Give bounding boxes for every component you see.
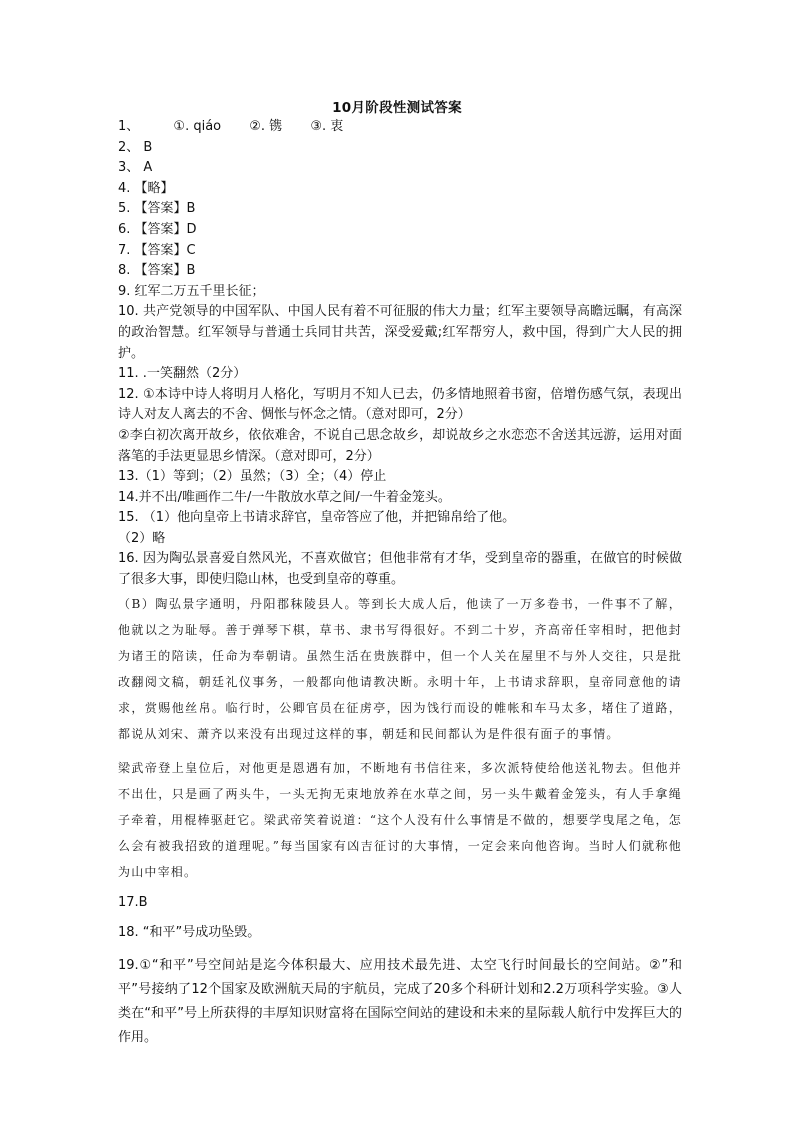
answer-18: 18. “和平”号成功坠毁。	[118, 925, 261, 941]
page-title: 10月阶段性测试答案	[332, 100, 462, 116]
translation-paragraph-2: 梁武帝登上皇位后，对他更是恩遇有加，不断地有书信往来，多次派特使给他送礼物去。但他并不出仕，只是画了两头牛，一头无拘无束地放养在水草之间，另一头牛戴着金笼头，有人手拿绳子牵着，用棍棒驱赶它。梁武帝笑着说道：“这个人没有什么事情是不做的，想要学曳尾之龟，怎么会有被我招致的道理呢。”每当国家有凶吉征讨的大事情，一定会来向他咨询。当时人们就称他为山中宰相。	[118, 760, 682, 879]
answer-14: 14.并不出/唯画作二牛/一牛散放水草之间/一牛着金笼头。	[118, 489, 451, 505]
answer-15-part-2: （2）略	[118, 530, 166, 546]
answer-4: 4. 【略】	[118, 180, 174, 196]
answer-12-part-1: 12. ①本诗中诗人将明月人格化，写明月不知人已去，仍多情地照着书窗，倍增伤感气氛，表现出诗人对友人离去的不舍、惆怅与怀念之情。（意对即可，2分）	[118, 386, 682, 423]
answer-19: 19.①“和平”号空间站是迄今体积最大、应用技术最先进、太空飞行时间最长的空间站。②”和平”号接纳了12个国家及欧洲航天局的宇航员，完成了20多个科研计划和2.2万项科学实验。③人类在“和平”号上所获得的丰厚知识财富将在国际空间站的建设和未来的星际载人航行中发挥巨大的作用。	[118, 957, 682, 1045]
answer-1	[118, 117, 682, 138]
answer-10: 10. 共产党领导的中国军队、中国人民有着不可征服的伟大力量；红军主要领导高瞻远瞩，有高深的政治智慧。红军领导与普通士兵同甘共苦，深受爱戴;红军帮穷人，救中国，得到广大人民的拥护。	[118, 304, 682, 361]
translation-paragraph-1: （B）陶弘景字通明，丹阳郡秣陵县人。等到长大成人后，他读了一万多卷书，一件事不了解，他就以之为耻辱。善于弹琴下棋，草书、隶书写得很好。不到二十岁，齐高帝任宰相时，把他封为诸王的陪读，任命为奉朝请。虽然生活在贵族群中，但一个人关在屋里不与外人交往，只是批改翻阅文稿，朝廷礼仪事务，一般都向他请教决断。永明十年，上书请求辞职，皇帝同意他的请求，赏赐他丝帛。临行时，公卿官员在征虏亭，因为饯行而设的帷帐和车马太多，堵住了道路，都说从刘宋、萧齐以来没有出现过这样的事，朝廷和民间都认为是件很有面子的事情。	[118, 596, 682, 741]
answer-7: 7. 【答案】C	[118, 242, 196, 258]
answer-1-option-3: ③. 衷	[310, 119, 344, 134]
answer-15-part-1: 15. （1）他向皇帝上书请求辞官，皇帝答应了他，并把锦帛给了他。	[118, 510, 516, 526]
answer-1-number: 1、	[118, 119, 140, 134]
answer-17: 17.B	[118, 894, 148, 910]
answer-12-part-2: ②李白初次离开故乡，依依难舍，不说自己思念故乡，却说故乡之水恋恋不舍送其远游，运用对面落笔的手法更显思乡情深。（意对即可，2分）	[118, 427, 682, 464]
answer-2: 2、 B	[118, 139, 153, 155]
answer-1-option-2: ②. 镌	[249, 119, 283, 134]
answer-3: 3、 A	[118, 160, 153, 176]
answer-11: 11. .一笑翻然（2分）	[118, 366, 247, 382]
answer-13: 13.（1）等到；（2）虽然；（3）全；（4）停止	[118, 469, 387, 485]
answer-list	[118, 117, 682, 1050]
answer-1-option-1: ①. qiáo	[173, 119, 222, 134]
answer-16: 16. 因为陶弘景喜爱自然风光，不喜欢做官；但他非常有才华，受到皇帝的器重，在做官的时候做了很多大事，即使归隐山林，也受到皇帝的尊重。	[118, 551, 682, 588]
answer-6: 6. 【答案】D	[118, 221, 197, 237]
answer-9: 9. 红军二万五千里长征；	[118, 283, 265, 299]
answer-5: 5. 【答案】B	[118, 201, 196, 217]
answer-8: 8. 【答案】B	[118, 263, 196, 279]
